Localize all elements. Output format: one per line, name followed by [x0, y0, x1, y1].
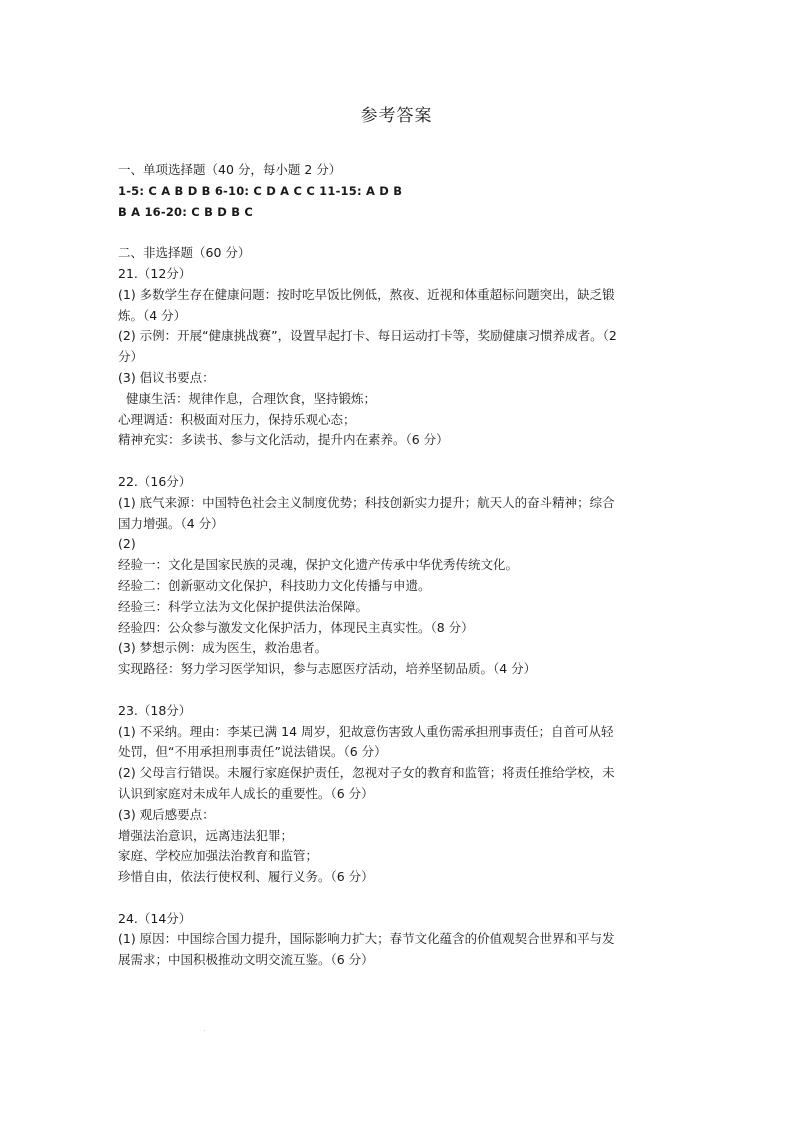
answer-line: (2) 示例：开展“健康挑战赛”，设置早起打卡、每日运动打卡等，奖励健康习惯养成者。（2: [118, 328, 617, 344]
answer-line: 实现路径：努力学习医学知识，参与志愿医疗活动，培养坚韧品质。（4 分）: [118, 661, 537, 677]
answer-line: (2): [118, 536, 136, 552]
page-title: 参考答案: [360, 106, 433, 126]
section-heading-single-choice: 一、单项选择题（40 分，每小题 2 分）: [118, 162, 342, 177]
answer-line: 炼。（4 分）: [118, 307, 187, 323]
answer-line: (3) 倡议书要点：: [118, 369, 215, 385]
question-heading-22: 22.（16分）: [118, 473, 192, 489]
answer-line: (1) 多数学生存在健康问题：按时吃早饭比例低，熬夜、近视和体重超标问题突出，缺乏锻: [118, 286, 615, 302]
question-heading-24: 24.（14分）: [118, 910, 192, 926]
stray-mark: [204, 1030, 205, 1031]
answer-line: (3) 观后感要点：: [118, 806, 215, 822]
answer-line: (1) 底气来源：中国特色社会主义制度优势；科技创新实力提升；航天人的奋斗精神；综合: [118, 494, 615, 510]
answer-line: 精神充实：多读书、参与文化活动，提升内在素养。（6 分）: [118, 432, 449, 448]
answer-line: 增强法治意识，远离违法犯罪；: [118, 827, 294, 843]
answer-line: (1) 不采纳。理由：李某已满 14 周岁，犯故意伤害致人重伤需承担刑事责任；自首可从轻: [118, 723, 614, 739]
answer-line: 健康生活：规律作息，合理饮食，坚持锻炼；: [118, 390, 376, 406]
answer-content: [118, 160, 683, 971]
question-heading-23: 23.（18分）: [118, 702, 192, 718]
answer-line: (2) 父母言行错误。未履行家庭保护责任，忽视对子女的教育和监管；将责任推给学校，未: [118, 765, 615, 781]
section-heading-non-choice: 二、非选择题（60 分）: [118, 245, 251, 261]
blank-line: [118, 451, 683, 472]
answer-line: 心理调适：积极面对压力，保持乐观心态；: [118, 411, 356, 427]
answer-line: 展需求；中国积极推动文明交流互鉴。（6 分）: [118, 952, 374, 968]
answer-line: 分）: [118, 349, 144, 365]
blank-line: [118, 680, 683, 701]
answer-line: 处罚，但“不用承担刑事责任”说法错误。（6 分）: [118, 744, 387, 760]
answer-line: 经验四：公众参与激发文化保护活力，体现民主真实性。（8 分）: [118, 619, 474, 635]
answer-line: 家庭、学校应加强法治教育和监管；: [118, 848, 319, 864]
question-heading-21: 21.（12分）: [118, 265, 192, 281]
answer-line: (1) 原因：中国综合国力提升，国际影响力扩大；春节文化蕴含的价值观契合世界和平与发: [118, 931, 615, 947]
answer-line: 认识到家庭对未成年人成长的重要性。（6 分）: [118, 785, 374, 801]
answer-line: 珍惜自由，依法行使权利、履行义务。（6 分）: [118, 869, 374, 885]
answer-line: (3) 梦想示例：成为医生，救治患者。: [118, 640, 328, 656]
answer-line: 经验二：创新驱动文化保护，科技助力文化传播与申遗。: [118, 577, 431, 593]
answer-line: 国力增强。（4 分）: [118, 515, 224, 531]
blank-line: [118, 222, 683, 243]
answer-line: 经验三：科学立法为文化保护提供法治保障。: [118, 598, 369, 614]
answer-line: 1-5: C A B D B 6-10: C D A C C 11-15: A D B: [118, 183, 403, 198]
answer-line: B A 16-20: C B D B C: [118, 204, 254, 219]
blank-line: [118, 888, 683, 909]
answer-line: 经验一：文化是国家民族的灵魂，保护文化遗产传承中华优秀传统文化。: [118, 557, 519, 573]
